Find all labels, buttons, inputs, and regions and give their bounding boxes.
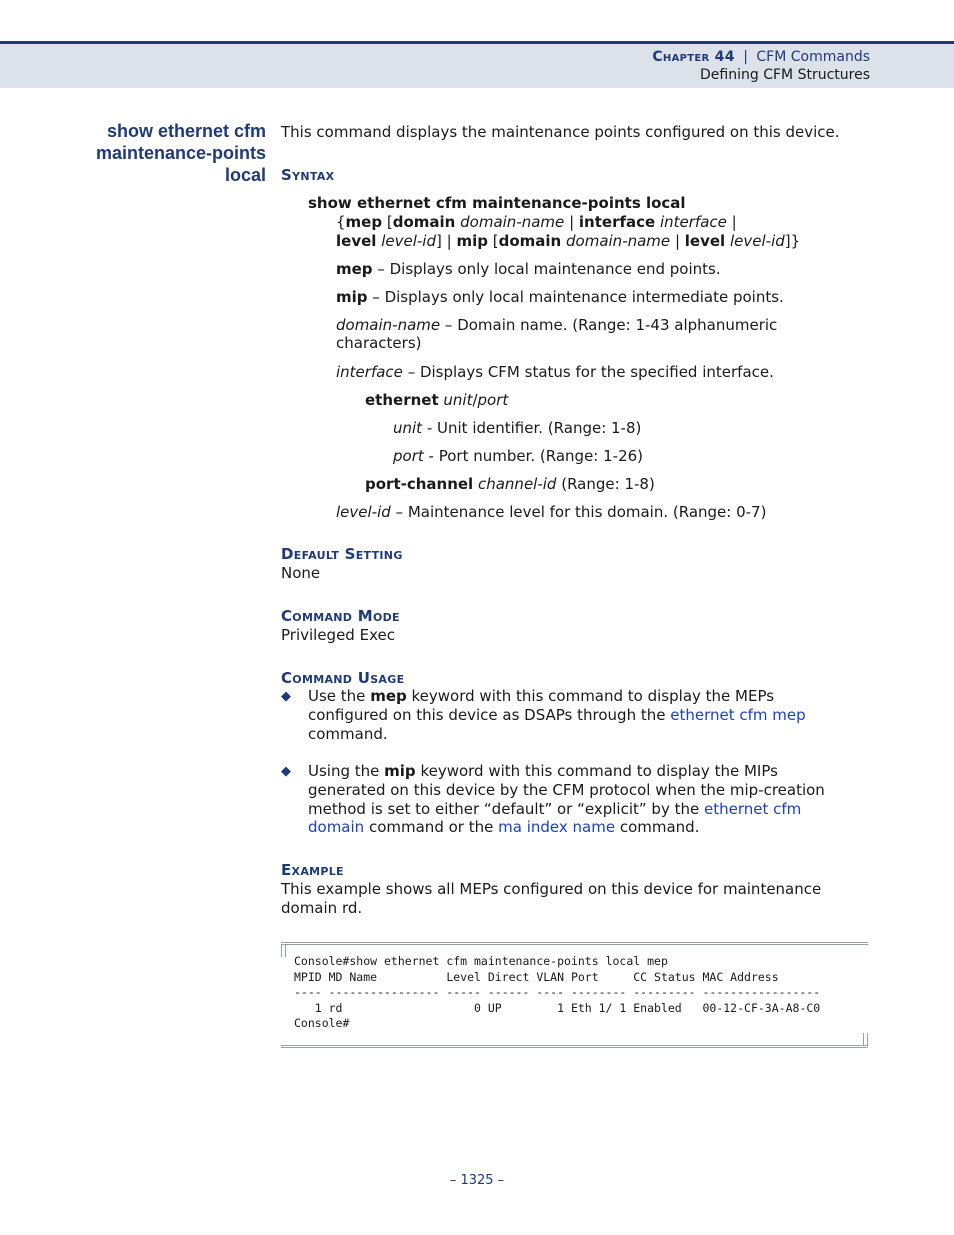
param-term: level-id [336, 503, 391, 521]
usage-text: configured on this device as DSAPs through the [308, 706, 666, 724]
usage-text: method is set to either “default” or “explicit” by the [308, 800, 700, 818]
code-box-corner [281, 945, 286, 957]
syntax-token: interface [578, 213, 656, 231]
usage-text: keyword with this command to display the MIPs [420, 762, 778, 780]
command-title-line: maintenance-points [95, 143, 266, 163]
syntax-token: ]} [784, 232, 801, 250]
param-term: port [393, 447, 424, 465]
syntax-token: | [569, 213, 575, 231]
link-ethernet-cfm-domain[interactable]: domain [308, 818, 365, 836]
chapter-label: Chapter 44 [652, 49, 735, 65]
usage-text: Using the [308, 762, 380, 780]
param-arg: port [477, 391, 509, 409]
syntax-token: mep [345, 213, 383, 231]
syntax-token: [ [492, 232, 499, 250]
param-domain-name-cont: characters) [336, 334, 422, 352]
syntax-line-3 [336, 232, 800, 251]
usage-keyword: mep [370, 687, 407, 705]
param-arg: / [472, 391, 478, 409]
syntax-token: | [731, 213, 737, 231]
example-text-line-1: This example shows all MEPs configured on this device for maintenance [281, 880, 822, 898]
command-title-line: show ethernet cfm [106, 121, 266, 141]
param-unit [393, 419, 641, 438]
default-setting-value: None [281, 564, 321, 582]
syntax-token: | [674, 232, 680, 250]
syntax-token: domain-name [566, 232, 671, 250]
param-term: ethernet [365, 391, 439, 409]
param-interface [336, 363, 774, 382]
command-usage-heading: Command Usage [281, 669, 405, 687]
chapter-title: CFM Commands [756, 49, 870, 65]
usage-text: command. [619, 818, 700, 836]
header-text [652, 48, 870, 84]
example-heading: Example [281, 861, 344, 879]
syntax-token: level [684, 232, 726, 250]
syntax-command-text: show ethernet cfm maintenance-points local [308, 194, 686, 212]
link-ethernet-cfm-mep[interactable]: ethernet cfm mep [670, 706, 806, 724]
page-number: – 1325 – [449, 1173, 505, 1188]
usage-text: keyword with this command to display the MEPs [411, 687, 775, 705]
bullet-icon: ◆ [281, 689, 291, 704]
syntax-token: domain [392, 213, 456, 231]
usage-item-2-line-1 [308, 762, 778, 781]
command-title-line: local [224, 165, 266, 185]
syntax-token: ] | [435, 232, 452, 250]
syntax-token: { [336, 213, 346, 231]
code-example-box [281, 942, 868, 1048]
page-header [0, 41, 954, 88]
param-desc: – Displays CFM status for the specified interface. [407, 363, 774, 381]
default-setting-heading: Default Setting [281, 545, 403, 563]
syntax-token: interface [659, 213, 727, 231]
usage-item-2-line-2: generated on this device by the CFM protocol when the mip-creation [308, 781, 825, 799]
param-ethernet [365, 391, 508, 410]
usage-item-2-line-3 [308, 800, 801, 819]
usage-item-2-line-4 [308, 818, 699, 837]
param-port-channel [365, 475, 655, 494]
syntax-token: level-id [729, 232, 785, 250]
example-text-line-2: domain rd. [281, 899, 363, 917]
console-output: Console#show ethernet cfm maintenance-points local mep MPID MD Name Level Direct VLAN Port CC Status MAC Address ---- ---------------- ----- ------ ---- -------- --------- ----------------- 1 rd 0 UP 1 Eth 1/ 1 Enabled 00-12-CF-3A-A8-C0 Console# [294, 954, 821, 1031]
section-name: Defining CFM Structures [700, 67, 870, 83]
link-ethernet-cfm-domain[interactable]: ethernet cfm [703, 800, 802, 818]
usage-item-1-line-2 [308, 706, 806, 725]
param-term: interface [336, 363, 403, 381]
usage-keyword: mip [384, 762, 416, 780]
param-desc: - Port number. (Range: 1-26) [428, 447, 644, 465]
link-ma-index-name[interactable]: ma index name [498, 818, 616, 836]
usage-item-1-line-3: command. [308, 725, 388, 743]
usage-text: command or the [368, 818, 494, 836]
command-mode-value: Privileged Exec [281, 626, 395, 644]
param-term: mep [336, 260, 373, 278]
param-mip [336, 288, 784, 307]
syntax-token: level-id [381, 232, 436, 250]
command-title [60, 120, 266, 186]
param-desc: (Range: 1-8) [561, 475, 655, 493]
syntax-token: domain-name [460, 213, 565, 231]
syntax-token: [ [386, 213, 393, 231]
param-desc: - Unit identifier. (Range: 1-8) [426, 419, 642, 437]
param-domain-name [336, 316, 777, 335]
param-desc: – Displays only local maintenance end points. [377, 260, 721, 278]
param-level-id [336, 503, 766, 522]
param-term: unit [393, 419, 423, 437]
param-term: mip [336, 288, 368, 306]
syntax-command [308, 194, 686, 213]
syntax-line-2 [336, 213, 737, 232]
syntax-token: level [336, 232, 377, 250]
param-term: domain-name [336, 316, 441, 334]
syntax-token: domain [498, 232, 562, 250]
param-port [393, 447, 643, 466]
syntax-token: mip [456, 232, 488, 250]
code-box-corner [863, 1033, 868, 1045]
param-arg: unit [443, 391, 473, 409]
command-mode-heading: Command Mode [281, 607, 400, 625]
intro-text: This command displays the maintenance points configured on this device. [281, 123, 840, 141]
param-term: port-channel [365, 475, 474, 493]
usage-item-1-line-1 [308, 687, 774, 706]
param-mep [336, 260, 721, 279]
param-desc: – Domain name. (Range: 1-43 alphanumeric [444, 316, 778, 334]
bullet-icon: ◆ [281, 764, 291, 779]
usage-text: Use the [308, 687, 366, 705]
param-desc: – Displays only local maintenance intermediate points. [372, 288, 784, 306]
param-arg: channel-id [477, 475, 557, 493]
header-separator: | [743, 49, 748, 65]
param-desc: – Maintenance level for this domain. (Range: 0-7) [395, 503, 767, 521]
syntax-heading: Syntax [281, 166, 335, 184]
